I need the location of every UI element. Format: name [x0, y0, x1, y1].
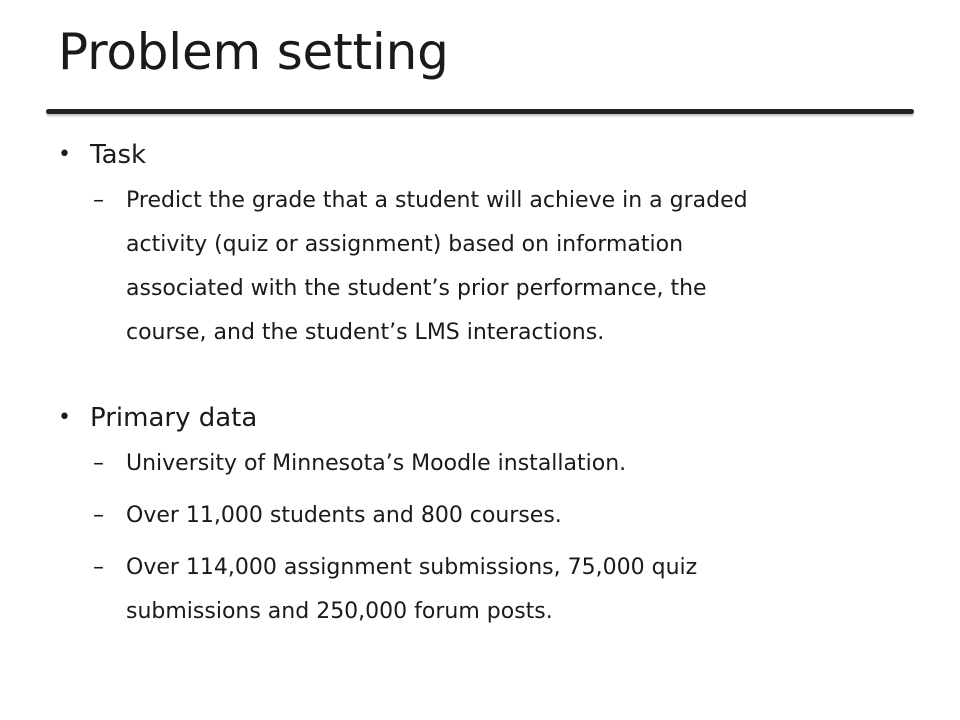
sub-bullet-line: course, and the student’s LMS interactions. — [126, 320, 605, 346]
sub-bullet-task-description — [56, 179, 876, 355]
sub-bullet-students-courses — [56, 494, 876, 538]
title-divider — [46, 109, 914, 114]
bullet-task — [56, 140, 876, 171]
sub-bullet-submissions — [56, 546, 876, 634]
bullet-dot-icon: • — [58, 142, 71, 167]
bullet-heading: Task — [90, 140, 147, 170]
bullet-heading: Primary data — [90, 403, 258, 434]
dash-icon: – — [93, 555, 104, 581]
sub-bullet-line: activity (quiz or assignment) based on information — [126, 232, 684, 258]
sub-bullet-line: Over 11,000 students and 800 courses. — [126, 503, 562, 529]
sub-bullet-line: Over 114,000 assignment submissions, 75,000 quiz — [126, 555, 698, 581]
dash-icon: – — [93, 503, 104, 529]
bullet-primary-data — [56, 403, 876, 434]
sub-bullet-line: associated with the student’s prior performance, the — [126, 276, 707, 302]
dash-icon: – — [93, 451, 104, 477]
sub-bullet-moodle — [56, 442, 876, 486]
sub-bullet-line: submissions and 250,000 forum posts. — [126, 599, 553, 625]
bullet-dot-icon: • — [58, 405, 71, 431]
slide-body — [56, 140, 876, 634]
sub-bullet-line: Predict the grade that a student will achieve in a graded — [126, 188, 748, 214]
dash-icon: – — [93, 188, 104, 214]
sub-bullet-line: University of Minnesota’s Moodle installation. — [126, 451, 627, 477]
page-title: Problem setting — [58, 23, 449, 81]
